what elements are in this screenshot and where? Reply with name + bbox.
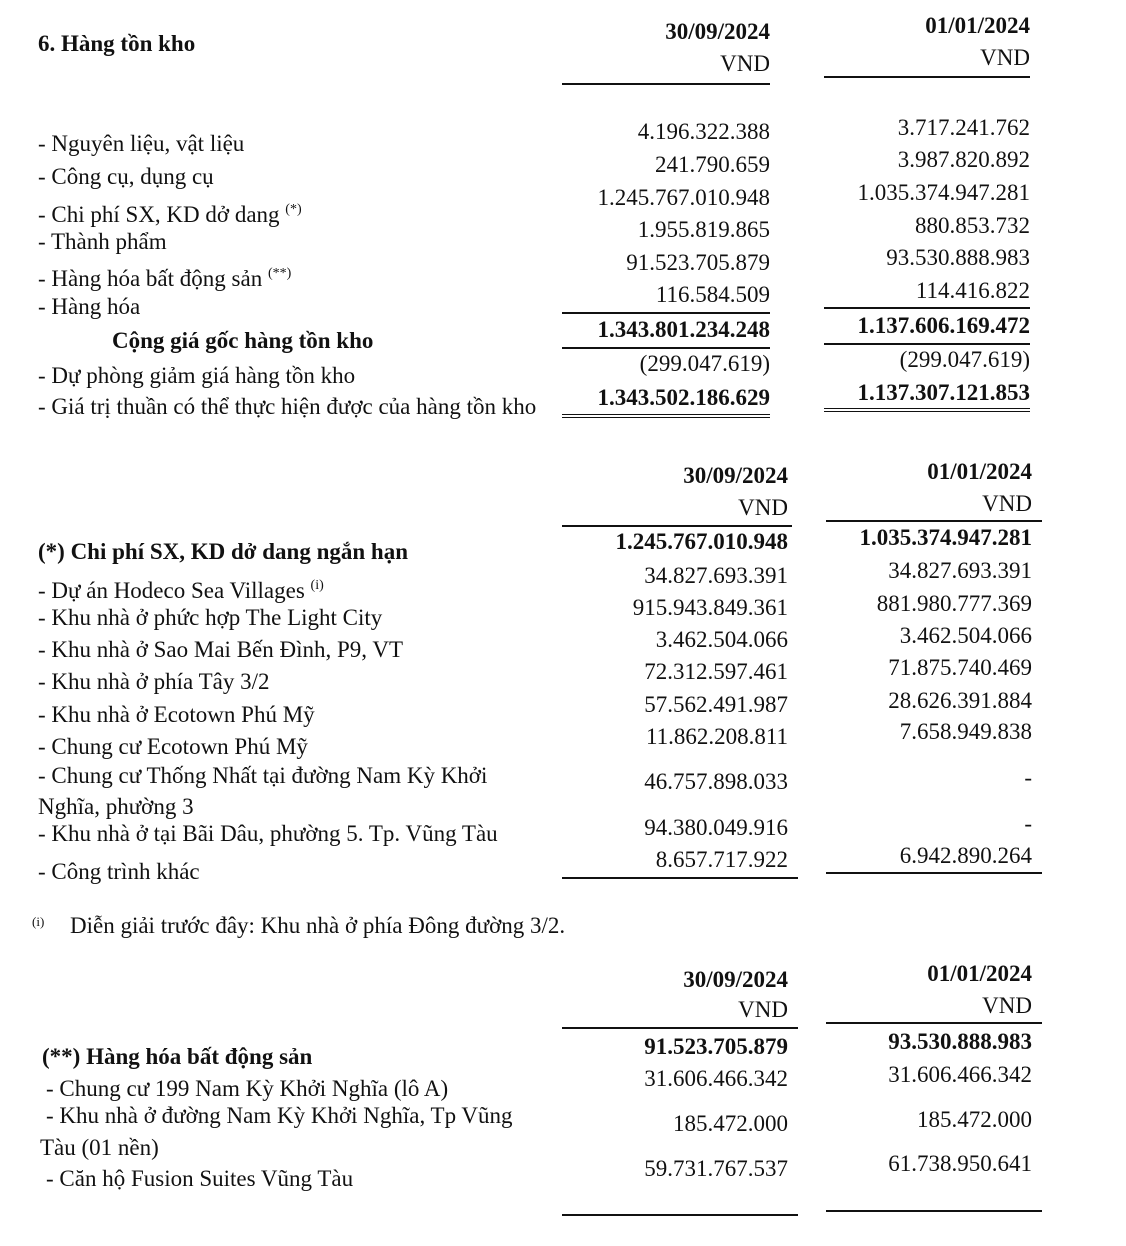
value-opening: - xyxy=(1024,765,1032,790)
value-current: 1.955.819.865 xyxy=(637,217,770,242)
header-rule-opening xyxy=(824,76,1030,78)
header-rule-opening xyxy=(826,1022,1042,1024)
row-label xyxy=(38,260,291,293)
row-label: - Nguyên liệu, vật liệu xyxy=(38,131,245,156)
row-label-continued: Nghĩa, phường 3 xyxy=(38,794,194,819)
unit-label-opening: VND xyxy=(982,491,1032,516)
value-opening: 34.827.693.391 xyxy=(888,558,1032,583)
header-rule-current xyxy=(562,83,770,85)
total-opening: 1.137.606.169.472 xyxy=(857,313,1030,338)
value-opening: 3.717.241.762 xyxy=(897,115,1030,140)
row-label-text: - Chi phí SX, KD dở dang xyxy=(38,202,280,227)
row-label xyxy=(38,572,324,605)
value-opening: 28.626.391.884 xyxy=(888,688,1032,713)
value-opening: 7.658.949.838 xyxy=(899,719,1032,744)
total-current: 91.523.705.879 xyxy=(644,1034,788,1059)
row-label: - Khu nhà ở phía Tây 3/2 xyxy=(38,669,270,694)
footer-rule-current xyxy=(562,1214,798,1216)
row-label: - Chung cư 199 Nam Kỳ Khởi Nghĩa (lô A) xyxy=(46,1076,449,1101)
row-label: - Khu nhà ở Ecotown Phú Mỹ xyxy=(38,702,315,727)
date-header-current: 30/09/2024 xyxy=(683,463,788,488)
total-opening: 93.530.888.983 xyxy=(888,1029,1032,1054)
row-label: - Giá trị thuần có thể thực hiện được của hàng tồn kho xyxy=(38,394,537,419)
value-current: 46.757.898.033 xyxy=(644,769,788,794)
value-current: 116.584.509 xyxy=(655,282,770,307)
value-current: 31.606.466.342 xyxy=(644,1066,788,1091)
row-label: - Công cụ, dụng cụ xyxy=(38,164,214,189)
row-label: - Khu nhà ở phức hợp The Light City xyxy=(38,605,383,630)
value-current: 3.462.504.066 xyxy=(655,627,788,652)
date-header-current: 30/09/2024 xyxy=(683,967,788,992)
row-label: - Khu nhà ở Sao Mai Bến Đình, P9, VT xyxy=(38,637,404,662)
value-opening: 71.875.740.469 xyxy=(888,655,1032,680)
real-estate-heading: (**) Hàng hóa bất động sản xyxy=(42,1044,313,1069)
value-opening: (299.047.619) xyxy=(899,347,1030,372)
value-opening: 185.472.000 xyxy=(917,1107,1032,1132)
header-rule-current xyxy=(562,1027,798,1029)
value-opening: 6.942.890.264 xyxy=(899,843,1032,868)
value-current: 11.862.208.811 xyxy=(645,724,788,749)
value-current: 915.943.849.361 xyxy=(632,595,788,620)
row-label: - Hàng hóa xyxy=(38,294,141,319)
subtotal-rule-current xyxy=(562,312,770,314)
unit-label-opening: VND xyxy=(982,993,1032,1018)
wip-heading: (*) Chi phí SX, KD dở dang ngắn hạn xyxy=(38,539,409,564)
footer-rule-opening xyxy=(826,872,1042,874)
total-rule-opening xyxy=(824,343,1030,345)
value-current: 1.343.502.186.629 xyxy=(597,385,770,410)
footnote-marker: (**) xyxy=(267,266,292,281)
value-opening: 1.035.374.947.281 xyxy=(857,180,1030,205)
row-label: - Chung cư Thống Nhất tại đường Nam Kỳ Khởi xyxy=(38,763,488,788)
total-current: 1.343.801.234.248 xyxy=(597,317,770,342)
row-label xyxy=(38,196,302,229)
row-label: - Khu nhà ở đường Nam Kỳ Khởi Nghĩa, Tp Vũng xyxy=(46,1103,513,1128)
value-opening: 114.416.822 xyxy=(915,278,1030,303)
row-label-text: - Hàng hóa bất động sản xyxy=(38,266,263,291)
value-current: 1.245.767.010.948 xyxy=(597,185,770,210)
row-label-text: - Dự án Hodeco Sea Villages xyxy=(38,578,305,603)
date-header-opening: 01/01/2024 xyxy=(925,13,1030,38)
unit-label-current: VND xyxy=(738,495,788,520)
header-rule-current xyxy=(562,525,792,527)
unit-label-current: VND xyxy=(720,51,770,76)
total-opening: 1.035.374.947.281 xyxy=(859,525,1032,550)
date-header-current: 30/09/2024 xyxy=(665,19,770,44)
footer-rule-current xyxy=(562,877,798,879)
header-rule-opening xyxy=(826,520,1042,522)
unit-label-current: VND xyxy=(738,997,788,1022)
value-opening: - xyxy=(1024,811,1032,836)
footnote-marker: (i) xyxy=(310,578,324,593)
value-current: 72.312.597.461 xyxy=(644,659,788,684)
unit-label-opening: VND xyxy=(980,45,1030,70)
row-label: - Chung cư Ecotown Phú Mỹ xyxy=(38,734,308,759)
value-current: 34.827.693.391 xyxy=(644,563,788,588)
section-title: 6. Hàng tồn kho xyxy=(38,31,196,56)
row-label: - Dự phòng giảm giá hàng tồn kho xyxy=(38,363,356,388)
subtotal-rule-opening xyxy=(824,307,1030,309)
row-label: - Căn hộ Fusion Suites Vũng Tàu xyxy=(46,1166,354,1191)
footer-rule-opening xyxy=(826,1210,1042,1212)
row-label: - Công trình khác xyxy=(38,859,200,884)
value-current: 91.523.705.879 xyxy=(626,250,770,275)
double-rule-current xyxy=(562,414,770,418)
row-label: - Khu nhà ở tại Bãi Dâu, phường 5. Tp. Vũng Tàu xyxy=(38,821,498,846)
double-rule-opening xyxy=(824,408,1030,412)
value-current: 241.790.659 xyxy=(655,152,770,177)
value-current: 57.562.491.987 xyxy=(644,692,788,717)
value-opening: 93.530.888.983 xyxy=(886,245,1030,270)
value-current: 4.196.322.388 xyxy=(637,119,770,144)
value-current: 185.472.000 xyxy=(673,1111,788,1136)
row-label: - Thành phẩm xyxy=(38,229,167,254)
value-current: 59.731.767.537 xyxy=(644,1156,788,1181)
total-rule-current xyxy=(562,347,770,349)
value-current: 94.380.049.916 xyxy=(644,815,788,840)
total-label: Cộng giá gốc hàng tồn kho xyxy=(112,328,374,353)
value-opening: 3.987.820.892 xyxy=(897,147,1030,172)
date-header-opening: 01/01/2024 xyxy=(927,459,1032,484)
value-opening: 31.606.466.342 xyxy=(888,1062,1032,1087)
total-current: 1.245.767.010.948 xyxy=(615,529,788,554)
date-header-opening: 01/01/2024 xyxy=(927,961,1032,986)
value-current: 8.657.717.922 xyxy=(655,847,788,872)
value-opening: 61.738.950.641 xyxy=(888,1151,1032,1176)
value-opening: 880.853.732 xyxy=(915,213,1030,238)
row-label-continued: Tàu (01 nền) xyxy=(40,1135,159,1160)
value-current: (299.047.619) xyxy=(639,351,770,376)
value-opening: 1.137.307.121.853 xyxy=(857,380,1030,405)
footnote-text: Diễn giải trước đây: Khu nhà ở phía Đông đường 3/2. xyxy=(70,913,566,938)
value-opening: 3.462.504.066 xyxy=(899,623,1032,648)
footnote-marker: (*) xyxy=(285,202,302,217)
value-opening: 881.980.777.369 xyxy=(876,591,1032,616)
footnote-mark: (i) xyxy=(32,914,45,929)
